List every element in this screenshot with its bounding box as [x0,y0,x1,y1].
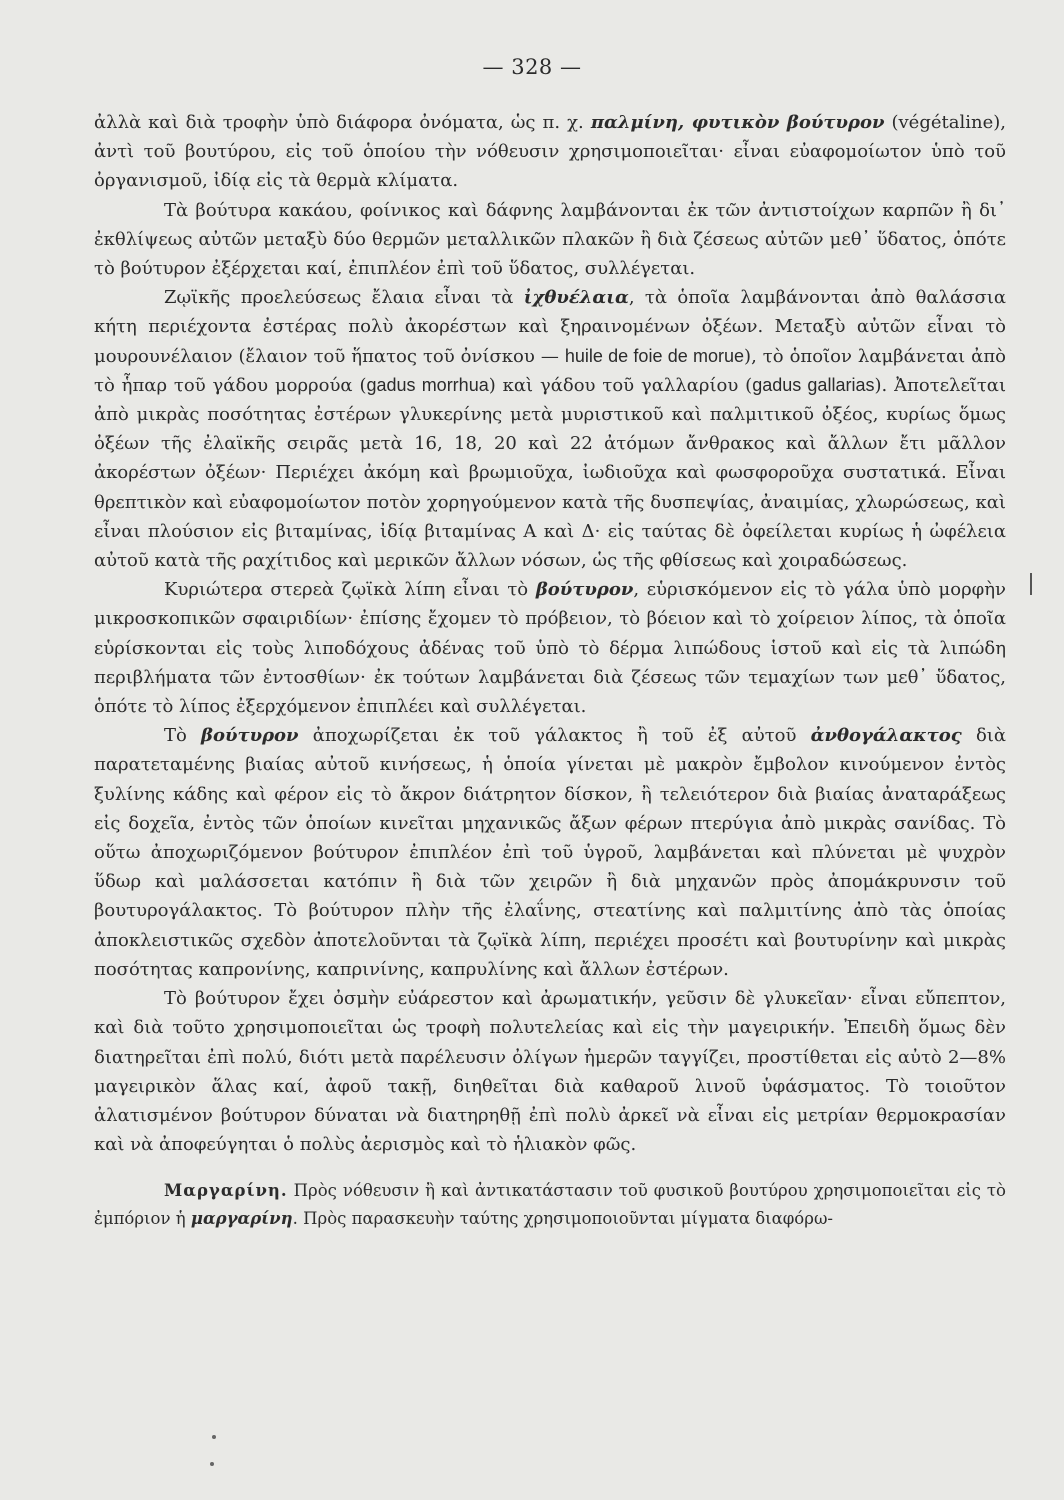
emphasized-term: βούτυρον [535,579,634,601]
emphasized-term: ἀνθογάλακτος [810,725,962,747]
text-run: , εὑρισκόμενον εἰς τὸ γάλα ὑπὸ μορφὴν μικροσκοπικῶν σφαιριδίων· ἐπίσης ἔχομεν τὸ πρόβειον, τὸ βόειον καὶ τὸ χοίρειον λίπος, τὰ ὁποῖα εὑρίσκονται εἰς τοὺς λιποδόχους ἀδένας τοῦ ὑπὸ τὸ δέρμα λιπώδους ἱστοῦ καὶ εἰς τὰ λιπώδη περιβλήματα τῶν ἐντοσθίων· ἐκ τούτων λαμβάνεται διὰ ζέσεως τῶν τεμαχίων των μεθ᾿ ὕδατος, ὁπότε τὸ λίπος ἐξερχόμενον ἐπιπλέει καὶ συλλέγεται. [94,579,1007,718]
text-run: . Πρὸς παρασκευὴν ταύτης χρησιμοποιοῦνται μίγματα διαφόρω- [292,1209,833,1229]
text-run: Τὸ [164,725,202,747]
paragraph-3 [94,283,1006,575]
text-run: Πρὸς νόθευσιν ἢ καὶ ἀντικατάστασιν τοῦ φυσικοῦ βουτύρου χρησιμοποιεῖται εἰς τὸ ἐμπόριον ἡ [94,1181,1006,1229]
latin-term: huile de foie de morue [564,345,745,366]
paragraph-1 [94,108,1006,196]
paragraph-5 [94,721,1006,984]
paragraph-margarine [94,1177,1006,1233]
section-heading: Μαργαρίνη. [164,1181,288,1201]
text-run: ἀποχωρίζεται ἐκ τοῦ γάλακτος ἢ τοῦ ἐξ αὐτοῦ [298,725,811,747]
emphasized-term: βούτυρον [201,725,299,747]
speck [212,1435,216,1439]
page-number: — 328 — [482,55,582,79]
text-run: Τὰ βούτυρα κακάου, φοίνικος καὶ δάφνης λαμβάνονται ἐκ τῶν ἀντιστοίχων καρπῶν ἢ δι᾿ ἐκθλίψεως αὐτῶν μεταξὺ δύο θερμῶν μεταλλικῶν πλακῶν ἢ διὰ ζέσεως αὐτῶν μεθ᾿ ὕδατος, ὁπότε τὸ βούτυρον ἐξέρχεται καί, ἐπιπλέον ἐπὶ τοῦ ὕδατος, συλλέγεται. [94,199,1006,280]
text-run: Τὸ βούτυρον ἔχει ὀσμὴν εὐάρεστον καὶ ἀρωματικήν, γεῦσιν δὲ γλυκεῖαν· εἶναι εὔπεπτον, καὶ διὰ τοῦτο χρησιμοποιεῖται ὡς τροφὴ πολυτελείας καὶ εἰς τὴν μαγειρικήν. Ἐπειδὴ ὅμως δὲν διατηρεῖται ἐπὶ πολύ, διότι μετὰ παρέλευσιν ὀλίγων ἡμερῶν ταγγίζει, προστίθεται εἰς αὐτὸ 2—8% μαγειρικὸν ἅλας καί, ἀφοῦ τακῇ, διηθεῖται διὰ καθαροῦ λινοῦ ὑφάσματος. Τὸ τοιοῦτον ἀλατισμένον βούτυρον δύναται νὰ διατηρηθῇ ἐπὶ πολὺ ἀρκεῖ νὰ εἶναι εἰς μετρίαν θερμοκρασίαν καὶ νὰ ἀποφεύγηται ὁ πολὺς ἀερισμὸς καὶ τὸ ἡλιακὸν φῶς. [94,988,1006,1156]
paragraph-4 [94,575,1006,721]
emphasized-term: παλμίνη, φυτικὸν βούτυρον [590,112,885,133]
text-run: , τὰ ὁποῖα λαμβάνονται ἀπὸ θαλάσσια κήτη περιέχοντα ἐστέρας πολὺ ἀκορέστων καὶ ξηραινομένων ὀξέων. Μεταξὺ αὐτῶν εἶναι τὸ μουρουνέλαιον (ἔλαιον τοῦ ἥπατος τοῦ ὀνίσκου — [94,287,1006,367]
emphasized-term: μαργαρίνη [190,1209,293,1229]
emphasized-term: ἰχθυέλαια [523,287,629,309]
speck [210,1462,214,1466]
text-run: ἀλλὰ καὶ διὰ τροφὴν ὑπὸ διάφορα ὀνόματα, ὡς π. χ. [94,112,591,133]
latin-term: gadus morrhua [366,374,489,395]
text-run: ). Ἀποτελεῖται ἀπὸ μικρὰς ποσότητας ἐστέρων γλυκερίνης μετὰ μυριστικοῦ καὶ παλμιτικοῦ ὀξέος, κυρίως ὅμως ὀξέων τῆς ἐλαϊκῆς σειρᾶς μετὰ 16, 18, 20 καὶ 22 ἀτόμων ἄνθρακος καὶ ἄλλων ἔτι μᾶλλον ἀκορέστων ὀξέων· Περιέχει ἀκόμη καὶ βρωμιοῦχα, ἰωδιοῦχα καὶ φωσφοροῦχα συστατικά. Εἶναι θρεπτικὸν καὶ εὐαφομοίωτον ποτὸν χορηγούμενον κατὰ τῆς δυσπεψίας, ἀναιμίας, χλωρώσεως, καὶ εἶναι πλούσιον εἰς βιταμίνας, ἰδίᾳ βιταμίνας Α καὶ Δ· εἰς ταύτας δὲ ὀφείλεται κυρίως ἡ ὠφέλεια αὐτοῦ κατὰ τῆς ραχίτιδος καὶ μερικῶν ἄλλων νόσων, ὡς τῆς φθίσεως καὶ χοιραδώσεως. [94,374,1007,572]
paragraph-2 [94,196,1006,284]
margin-mark [1030,573,1032,595]
text-run: ), τὸ ὁποῖον λαμβάνεται ἀπὸ τὸ ἧπαρ τοῦ γάδου μορρούα ( [94,345,1006,396]
text-run: Ζῳϊκῆς προελεύσεως ἔλαια εἶναι τὰ [164,287,524,309]
text-run: (végétaline), ἀντὶ τοῦ βουτύρου, εἰς τοῦ ὁποίου τὴν νόθευσιν χρησιμοποιεῖται· εἶναι εὐαφομοίωτον ὑπὸ τοῦ ὀργανισμοῦ, ἰδίᾳ εἰς τὰ θερμὰ κλίματα. [94,112,1006,192]
text-run: διὰ παρατεταμένης βιαίας αὐτοῦ κινήσεως, ἡ ὁποία γίνεται μὲ μακρὸν ἔμβολον κινούμενον ἐντὸς ξυλίνης κάδης καὶ φέρον εἰς τὸ ἄκρον διάτρητον δίσκον, ἢ τελειότερον διὰ βιαίας ἀναταράξεως εἰς δοχεῖα, ἐντὸς τῶν ὁποίων κινεῖται μηχανικῶς ἄξων φέρων πτερύγια ἀπὸ μικρὰς σανίδας. Τὸ οὕτω ἀποχωριζόμενον βούτυρον ἐπιπλέον ἐπὶ τοῦ ὑγροῦ, λαμβάνεται καὶ πλύνεται μὲ ψυχρὸν ὕδωρ καὶ μαλάσσεται κατόπιν ἢ διὰ τῶν χειρῶν ἢ διὰ μηχανῶν πρὸς ἀπομάκρυνσιν τοῦ βουτυρογάλακτος. Τὸ βούτυρον πλὴν τῆς ἐλαΐνης, στεατίνης καὶ παλμιτίνης ἀπὸ τὰς ὁποίας ἀποκλειστικῶς σχεδὸν ἀποτελοῦνται τὰ ζῳϊκὰ λίπη, περιέχει προσέτι καὶ βουτυρίνην καὶ μικρὰς ποσότητας καπρονίνης, καπρινίνης, καπρυλίνης καὶ ἄλλων ἐστέρων. [94,725,1006,980]
paragraph-6 [94,984,1006,1159]
text-run: Κυριώτερα στερεὰ ζῳϊκὰ λίπη εἶναι τὸ [164,579,536,601]
latin-term: gadus gallarias [752,374,875,395]
text-run: ) καὶ γάδου τοῦ γαλλαρίου ( [488,374,753,396]
body-text [94,108,1006,1233]
